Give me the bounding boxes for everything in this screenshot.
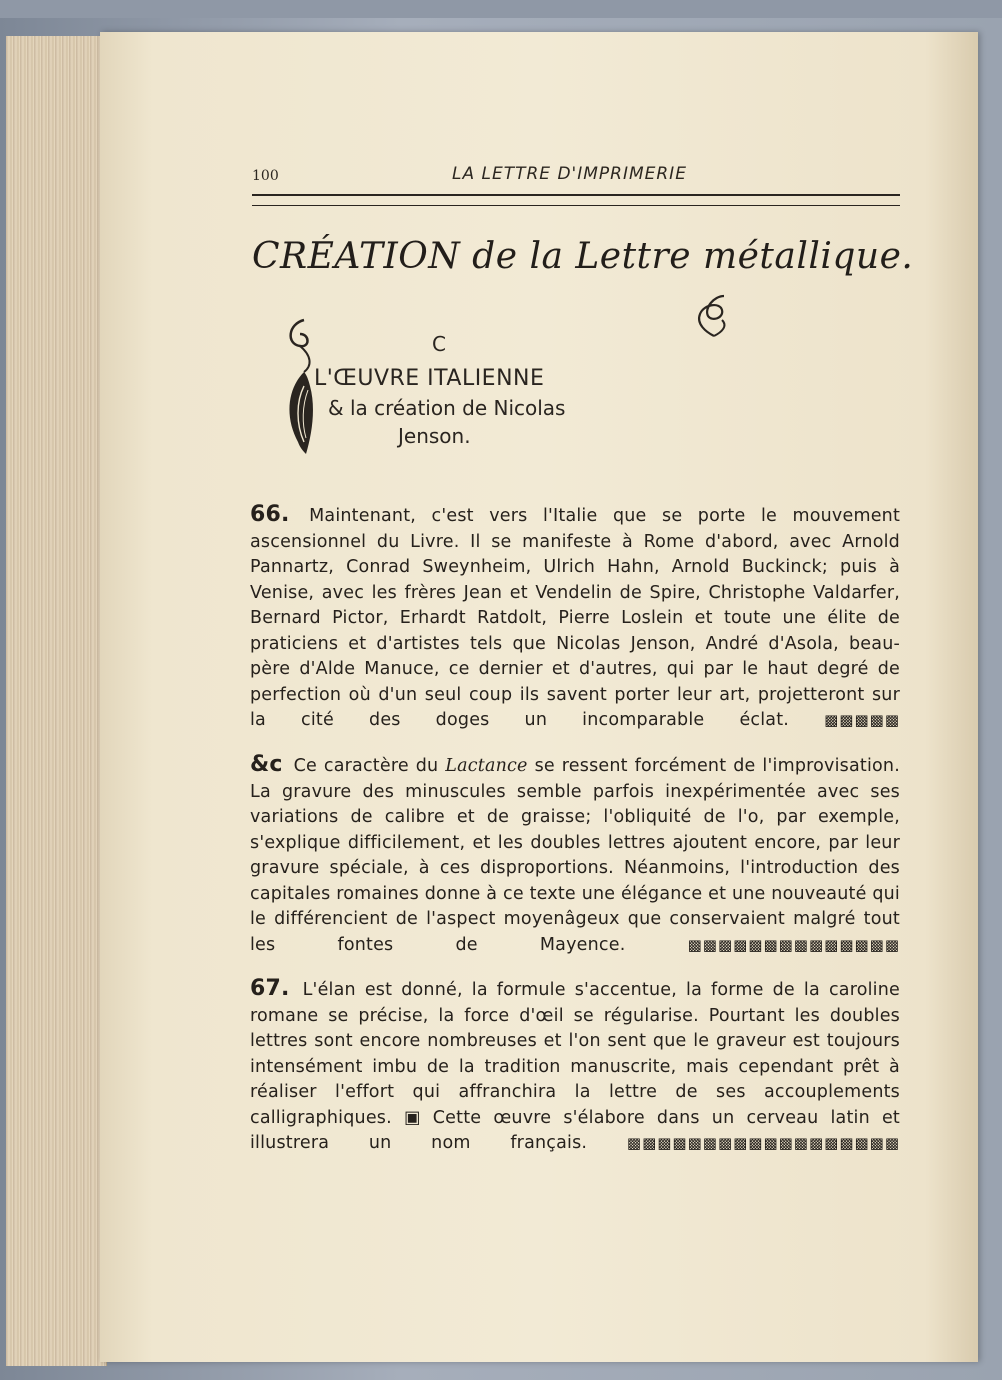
paragraph-number: 67. — [250, 976, 290, 1001]
italic-title: Lactance — [445, 756, 528, 776]
paragraph-67 — [250, 976, 900, 1157]
paragraph-text: L'élan est donné, la formule s'accentue, la forme de la caroline romane se précise, la force d'œil se régularise. Pourtant les doubles lettres sont encore nombreuses et l'on sent que le graveur est toujours intensément imbu de la tradition manuscrite, mais cependant prêt à réaliser l'effort qui affranchira la lettre de ses accouplements calligraphiques. ▣ Cette œuvre s'élabore dans un cerveau latin et illustrera un nom français. — [250, 980, 900, 1153]
running-title: LA LETTRE D'IMPRIMERIE — [452, 164, 687, 184]
paragraph-number: 66. — [250, 502, 290, 527]
paragraph-text-after: se ressent forcément de l'improvisation. La gravure des minuscules semble parfois inexpérimentée avec ses variations de calibre et de graisse; l'obliquité de l'o, par exemple, s'explique difficilement, et les doubles lettres ajoutent encore, par leur gravure spéciale, à ces disproportions. Néanmoins, l'introduction des capitales romaines donne à ce texte une élégance et une nouveauté qui le différencient de l'aspect moyenâgeux que conservaient malgré tout les fontes de Mayence. — [250, 756, 900, 955]
running-head — [252, 164, 900, 192]
section-subtitle: & la création de Nicolas — [328, 396, 566, 420]
page-edges — [6, 36, 107, 1366]
paragraph-lead-mark: &c — [250, 752, 283, 777]
section-subtitle-end: Jenson. — [398, 424, 471, 448]
paragraph-text-before: Ce caractère du — [293, 756, 439, 776]
chapter-title: CRÉATION de la Lettre métallique. — [252, 236, 914, 277]
paragraph-66 — [250, 502, 900, 734]
line-filler-ornament: ▩▩▩▩▩▩▩▩▩▩▩▩▩▩▩▩▩▩ — [626, 1134, 901, 1152]
paragraph-text: Maintenant, c'est vers l'Italie que se porte le mouvement ascensionnel du Livre. Il se manifeste à Rome d'abord, avec Arnold Pannartz, Conrad Sweynheim, Ulrich Hahn, Arnold Buckinck; puis à Venise, avec les frères Jean et Vendelin de Spire, Christophe Valdarfer, Bernard Pictor, Erhardt Ratdolt, Pierre Loslein et toute une élite de praticiens et d'artistes tels que Nicolas Jenson, André d'Asola, beau-père d'Alde Manuce, ce dernier et d'autres, qui par le haut degré de perfection où d'un seul coup ils savent porter leur art, projetteront sur la cité des doges un incomparable éclat. — [250, 506, 901, 730]
paragraph-lactance — [250, 752, 900, 958]
section-letter: C — [432, 332, 446, 356]
leaf-ornament-icon — [282, 316, 318, 456]
fleuron-ornament-icon — [692, 292, 732, 340]
page-number: 100 — [252, 168, 279, 184]
header-rule — [252, 194, 900, 206]
line-filler-ornament: ▩▩▩▩▩▩▩▩▩▩▩▩▩▩ — [687, 935, 901, 954]
line-filler-ornament: ▩▩▩▩▩ — [824, 711, 900, 729]
section-heading — [314, 330, 574, 450]
section-title: L'ŒUVRE ITALIENNE — [314, 366, 545, 391]
